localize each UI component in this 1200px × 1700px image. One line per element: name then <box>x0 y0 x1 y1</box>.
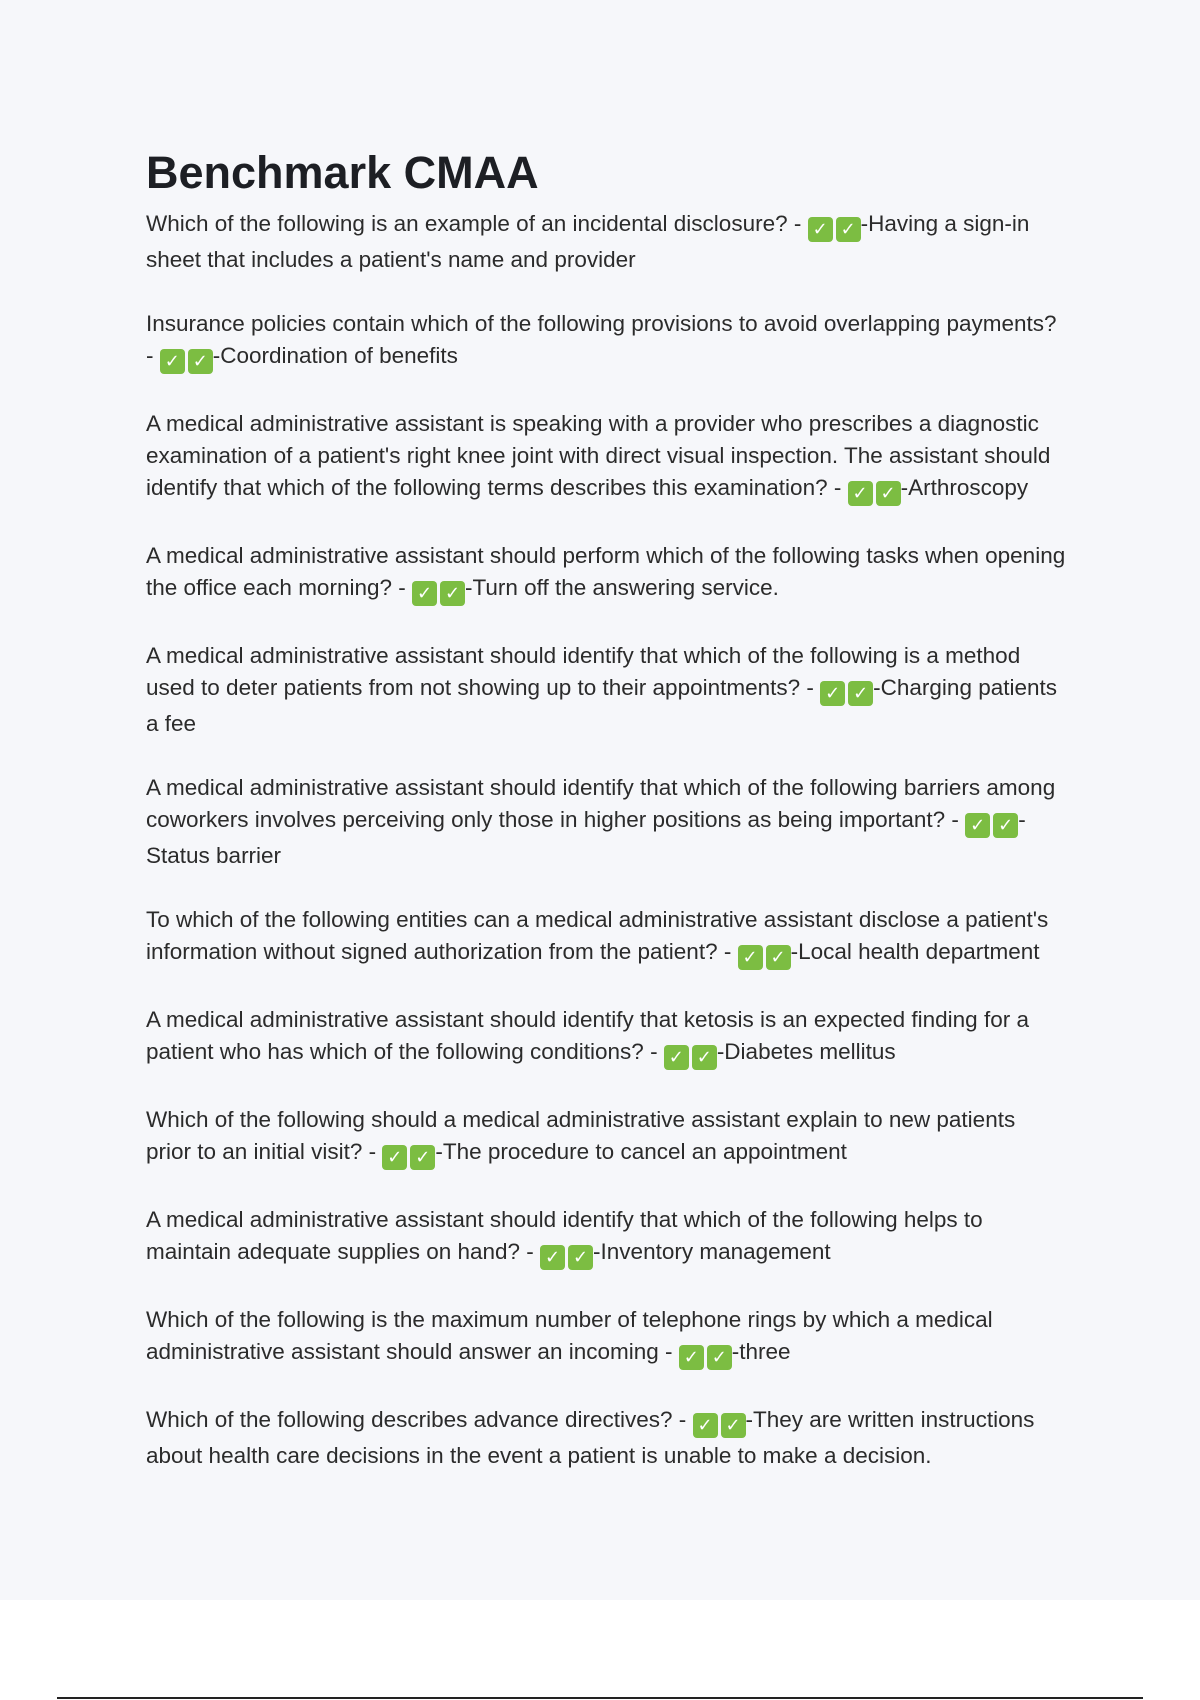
check-mark-icon: ✓ <box>693 1413 718 1438</box>
check-mark-icon: ✓ <box>993 813 1018 838</box>
answer-marker <box>679 1340 732 1372</box>
answer-text: -three <box>731 1339 791 1364</box>
check-mark-icon: ✓ <box>382 1145 407 1170</box>
answer-marker <box>965 808 1018 840</box>
answer-text: -Having a sign-in sheet that includes a patient's name and provider <box>146 211 1030 272</box>
check-mark-icon: ✓ <box>836 217 861 242</box>
qa-item <box>146 640 1066 740</box>
answer-marker <box>160 344 213 376</box>
answer-text: -Arthroscopy <box>900 475 1029 500</box>
check-mark-icon: ✓ <box>766 945 791 970</box>
check-mark-icon: ✓ <box>440 581 465 606</box>
answer-marker <box>540 1240 593 1272</box>
check-mark-icon: ✓ <box>721 1413 746 1438</box>
answer-text: -Status barrier <box>146 807 1026 868</box>
check-mark-icon: ✓ <box>568 1245 593 1270</box>
question-text: Which of the following describes advance directives? - <box>146 1407 693 1432</box>
check-mark-icon: ✓ <box>540 1245 565 1270</box>
question-text: A medical administrative assistant should perform which of the following tasks when opening the office each morning? - <box>146 543 1066 600</box>
check-mark-icon: ✓ <box>410 1145 435 1170</box>
question-text: Insurance policies contain which of the following provisions to avoid overlapping payments? - <box>146 311 1057 368</box>
answer-marker <box>382 1140 435 1172</box>
check-mark-icon: ✓ <box>692 1045 717 1070</box>
qa-item <box>146 1204 1066 1272</box>
qa-item <box>146 904 1066 972</box>
answer-marker <box>808 212 861 244</box>
qa-item <box>146 1304 1066 1372</box>
check-mark-icon: ✓ <box>808 217 833 242</box>
qa-item <box>146 772 1066 872</box>
document-title: Benchmark CMAA <box>146 147 539 198</box>
qa-item <box>146 1004 1066 1072</box>
check-mark-icon: ✓ <box>707 1345 732 1370</box>
check-mark-icon: ✓ <box>820 681 845 706</box>
question-text: A medical administrative assistant should identify that which of the following is a method used to deter patients from not showing up to their appointments? - <box>146 643 1021 700</box>
question-text: A medical administrative assistant should identify that which of the following helps to maintain adequate supplies on hand? - <box>146 1207 983 1264</box>
qa-item <box>146 1404 1066 1472</box>
question-text: Which of the following is the maximum number of telephone rings by which a medical administrative assistant should answer an incoming - <box>146 1307 993 1364</box>
qa-item <box>146 1104 1066 1172</box>
answer-text: -Coordination of benefits <box>212 343 458 368</box>
document-content <box>146 146 1066 1504</box>
qa-item <box>146 540 1066 608</box>
qa-item <box>146 408 1066 508</box>
answer-marker <box>820 676 873 708</box>
check-mark-icon: ✓ <box>188 349 213 374</box>
answer-text: -They are written instructions about health care decisions in the event a patient is unable to make a decision. <box>146 1407 1035 1468</box>
question-text: A medical administrative assistant should identify that ketosis is an expected finding for a patient who has which of the following conditions? - <box>146 1007 1029 1064</box>
question-text: Which of the following should a medical administrative assistant explain to new patients prior to an initial visit? - <box>146 1107 1016 1164</box>
answer-text: -Charging patients a fee <box>146 675 1058 736</box>
answer-text: -Inventory management <box>593 1239 831 1264</box>
answer-text: -Diabetes mellitus <box>716 1039 896 1064</box>
check-mark-icon: ✓ <box>876 481 901 506</box>
check-mark-icon: ✓ <box>848 481 873 506</box>
answer-text: -The procedure to cancel an appointment <box>435 1139 847 1164</box>
answer-text: -Local health department <box>790 939 1040 964</box>
question-text: To which of the following entities can a medical administrative assistant disclose a patient's information without signed authorization from the patient? - <box>146 907 1049 964</box>
answer-marker <box>664 1040 717 1072</box>
check-mark-icon: ✓ <box>679 1345 704 1370</box>
answer-text: -Turn off the answering service. <box>465 575 779 600</box>
check-mark-icon: ✓ <box>848 681 873 706</box>
question-text: A medical administrative assistant is speaking with a provider who prescribes a diagnostic examination of a patient's right knee joint with direct visual inspection. The assistant should identify that which of the following terms describes this examination? - <box>146 411 1051 500</box>
check-mark-icon: ✓ <box>160 349 185 374</box>
check-mark-icon: ✓ <box>965 813 990 838</box>
check-mark-icon: ✓ <box>664 1045 689 1070</box>
answer-marker <box>693 1408 746 1440</box>
answer-marker <box>848 476 901 508</box>
question-text: A medical administrative assistant should identify that which of the following barriers among coworkers involves perceiving only those in higher positions as being important? - <box>146 775 1056 832</box>
question-text: Which of the following is an example of an incidental disclosure? - <box>146 211 808 236</box>
qa-item <box>146 208 1066 276</box>
qa-item <box>146 308 1066 376</box>
answer-marker <box>412 576 465 608</box>
check-mark-icon: ✓ <box>412 581 437 606</box>
footer-divider <box>57 1697 1143 1699</box>
answer-marker <box>738 940 791 972</box>
check-mark-icon: ✓ <box>738 945 763 970</box>
